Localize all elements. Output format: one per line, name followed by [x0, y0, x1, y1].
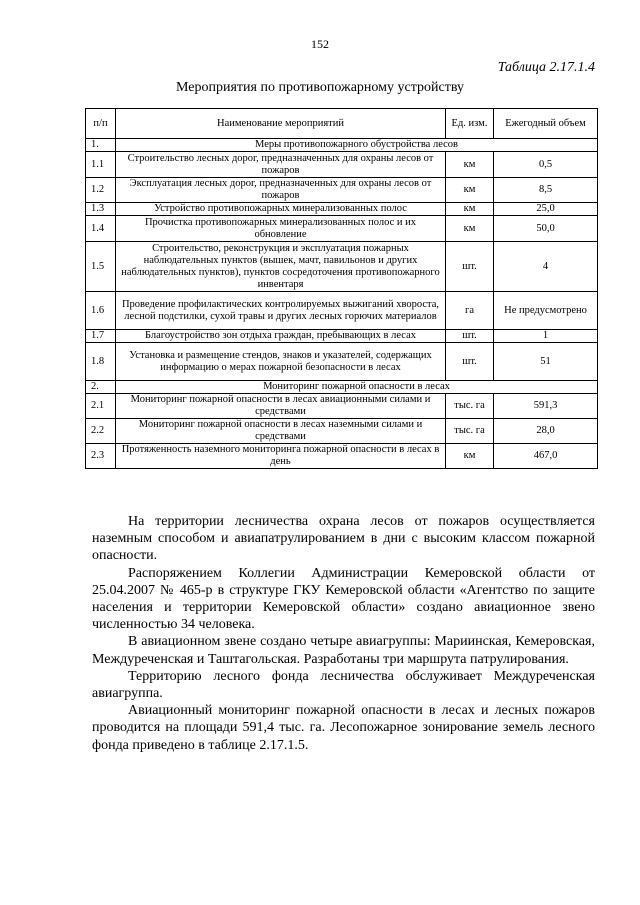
row-num: 1.6: [86, 292, 116, 330]
table-row: [86, 139, 598, 152]
row-unit: км: [446, 216, 494, 242]
row-unit: шт.: [446, 343, 494, 381]
table-row: [86, 152, 598, 178]
col-header-unit: Ед. изм.: [446, 109, 494, 139]
col-header-name: Наименование мероприятий: [116, 109, 446, 139]
row-unit: шт.: [446, 242, 494, 292]
row-name: Установка и размещение стендов, знаков и указателей, содержащих информацию о мерах пожарной безопасности в лесах: [116, 343, 446, 381]
col-header-volume: Ежегодный объем: [494, 109, 598, 139]
row-unit: км: [446, 444, 494, 469]
row-name: Протяженность наземного мониторинга пожарной опасности в лесах в день: [116, 444, 446, 469]
table-row: [86, 394, 598, 419]
page-number: 152: [311, 37, 329, 51]
row-name: Мониторинг пожарной опасности в лесах: [116, 381, 598, 394]
col-header-num: п/п: [86, 109, 116, 139]
row-unit: га: [446, 292, 494, 330]
row-num: 1.8: [86, 343, 116, 381]
row-unit: шт.: [446, 330, 494, 343]
row-volume: Не предусмотрено: [494, 292, 598, 330]
row-name: Мониторинг пожарной опасности в лесах авиационными силами и средствами: [116, 394, 446, 419]
row-volume: 467,0: [494, 444, 598, 469]
row-name: Эксплуатация лесных дорог, предназначенных для охраны лесов от пожаров: [116, 178, 446, 203]
row-volume: 1: [494, 330, 598, 343]
table-row: [86, 444, 598, 469]
table-header-row: [86, 109, 598, 139]
table-row: [86, 330, 598, 343]
row-unit: тыс. га: [446, 419, 494, 444]
row-num: 1.1: [86, 152, 116, 178]
row-volume: 28,0: [494, 419, 598, 444]
table-title: Мероприятия по противопожарному устройству: [176, 80, 464, 95]
row-unit: км: [446, 152, 494, 178]
paragraph: Территорию лесного фонда лесничества обслуживает Междуреченская авиагруппа.: [92, 668, 595, 702]
row-num: 1.3: [86, 203, 116, 216]
row-unit: тыс. га: [446, 394, 494, 419]
paragraph: Распоряжением Коллегии Администрации Кемеровской области от 25.04.2007 № 465-р в структуре ГКУ Кемеровской области «Агентство по защите населения и территории Кемеровской области» создано авиационное звено численностью 34 человека.: [92, 565, 595, 633]
row-volume: 4: [494, 242, 598, 292]
table-row: [86, 203, 598, 216]
row-name: Устройство противопожарных минерализованных полос: [116, 203, 446, 216]
table-row: [86, 419, 598, 444]
row-name: Меры противопожарного обустройства лесов: [116, 139, 598, 152]
measures-table: [85, 108, 598, 469]
row-num: 2.1: [86, 394, 116, 419]
row-volume: 0,5: [494, 152, 598, 178]
row-volume: 50,0: [494, 216, 598, 242]
row-name: Прочистка противопожарных минерализованных полос и их обновление: [116, 216, 446, 242]
row-volume: 591,3: [494, 394, 598, 419]
row-num: 1.4: [86, 216, 116, 242]
row-volume: 25,0: [494, 203, 598, 216]
table-row: [86, 216, 598, 242]
row-name: Проведение профилактических контролируемых выжиганий хвороста, лесной подстилки, сухой травы и других лесных горючих материалов: [116, 292, 446, 330]
row-volume: 8,5: [494, 178, 598, 203]
row-name: Благоустройство зон отдыха граждан, пребывающих в лесах: [116, 330, 446, 343]
table-row: [86, 343, 598, 381]
row-num: 1.: [86, 139, 116, 152]
paragraph: В авиационном звене создано четыре авиагруппы: Мариинская, Кемеровская, Междуреченская и Таштагольская. Разработаны три маршрута патрулирования.: [92, 634, 595, 667]
table-row: [86, 242, 598, 292]
row-name: Строительство, реконструкция и эксплуатация пожарных наблюдательных пунктов (вышек, мачт, павильонов и других наблюдательных пунктов), пунктов сосредоточения противопожарного инвентаря: [116, 242, 446, 292]
row-num: 1.5: [86, 242, 116, 292]
paragraph: На территории лесничества охрана лесов от пожаров осуществляется наземным способом и авиапатрулированием в дни с высоким классом пожарной опасности.: [92, 514, 595, 564]
table-row: [86, 292, 598, 330]
table-body: [86, 139, 598, 469]
row-num: 2.3: [86, 444, 116, 469]
paragraph: Авиационный мониторинг пожарной опасности в лесах и лесных пожаров проводится на площади 591,4 тыс. га. Лесопожарное зонирование земель лесного фонда приведено в таблице 2.17.1.5.: [92, 703, 595, 753]
row-num: 1.2: [86, 178, 116, 203]
row-volume: 51: [494, 343, 598, 381]
row-unit: км: [446, 203, 494, 216]
table-caption: Таблица 2.17.1.4: [497, 60, 595, 75]
row-name: Строительство лесных дорог, предназначенных для охраны лесов от пожаров: [116, 152, 446, 178]
row-name: Мониторинг пожарной опасности в лесах наземными силами и средствами: [116, 419, 446, 444]
row-unit: км: [446, 178, 494, 203]
row-num: 2.: [86, 381, 116, 394]
row-num: 1.7: [86, 330, 116, 343]
table-row: [86, 178, 598, 203]
row-num: 2.2: [86, 419, 116, 444]
table-row: [86, 381, 598, 394]
body-text: [92, 513, 595, 754]
